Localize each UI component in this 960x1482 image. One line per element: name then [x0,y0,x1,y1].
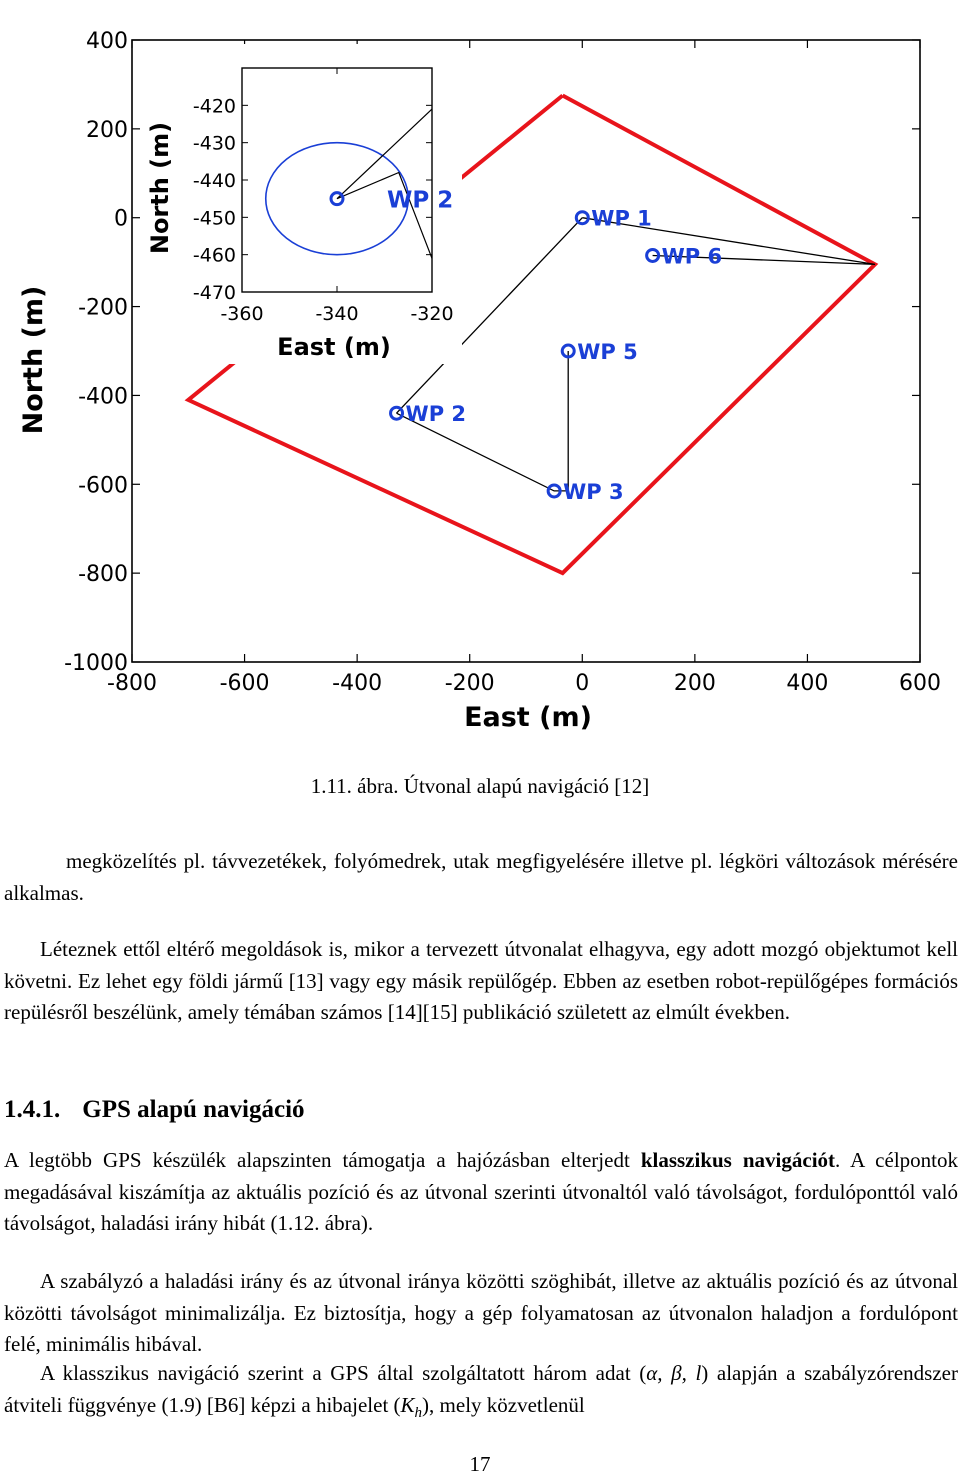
main-y-tick-label: -400 [78,384,128,410]
main-y-tick-label: 200 [86,117,128,143]
inset-waypoint-label: WP 2 [387,187,454,214]
paragraph-5-math-sub: h [414,1404,423,1421]
waypoint-label: WP 2 [405,402,467,427]
main-x-tick-label: -600 [219,671,270,696]
paragraph-2 [4,934,958,1029]
waypoint-label: WP 6 [661,244,723,269]
inset-x-axis-label: East (m) [277,333,391,361]
paragraph-4 [4,1266,958,1361]
waypoint-label: WP 3 [563,479,624,504]
page-number: 17 [469,1452,491,1476]
main-x-axis-label: East (m) [464,702,592,733]
paragraph-5-text-c: ), mely közvetlenül [422,1392,585,1417]
main-x-tick-label: 400 [786,671,829,696]
main-y-axis-label: North (m) [18,285,49,435]
main-x-tick-label: -200 [444,671,495,696]
main-x-tick-label: 600 [899,671,941,696]
figure-caption: 1.11. ábra. Útvonal alapú navigáció [12] [310,774,650,798]
main-y-tick-label: 400 [86,29,128,54]
paragraph-3-text-a: A legtöbb GPS készülék alapszinten támogatja a hajózásban elterjedt [4,1148,641,1172]
paragraph-1-text: megközelítés pl. távvezetékek, folyómedrek, utak megfigyelésére illetve pl. légköri változások mérésére alkalmas. [4,849,958,905]
inset-y-tick-label: -420 [192,95,236,118]
inset-x-tick-label: -360 [220,303,264,325]
paragraph-5-math-2: K [400,1392,415,1417]
paragraph-1 [4,846,958,909]
waypoint-label: WP 1 [591,206,652,231]
inset-y-tick-label: -430 [192,132,236,155]
main-x-tick-label: 0 [575,671,590,696]
inset-y-tick-label: -460 [192,244,236,267]
section-heading [4,1096,305,1124]
paragraph-5 [4,1358,958,1429]
inset-y-tick-label: -470 [192,282,236,304]
paragraph-2-text: Léteznek ettől eltérő megoldások is, mikor a tervezett útvonalat elhagyva, egy adott mozgó objektumot kell követni. Ez lehet egy földi jármű [13] vagy egy másik repülőgép. Ebben az esetben robot-repülőgépes formációs repülésről beszélünk, amely témában számos [14][15] publikáció született az elmúlt években. [4,937,958,1024]
main-y-tick-label: -200 [78,295,128,321]
paragraph-3-bold: klasszikus navigációt [640,1148,836,1172]
main-y-tick-label: -1000 [64,651,128,676]
inset-x-tick-label: -340 [315,303,359,325]
waypoint-label: WP 5 [577,340,638,364]
paragraph-5-text-b: ) alapján a szabályzórendszer átviteli függvénye (1.9) [B6] képzi a hibajelet ( [4,1361,958,1417]
main-x-tick-label: -800 [107,671,157,696]
paragraph-4-text: A szabályzó a haladási irány és az útvonal iránya közötti szöghibát, illetve az aktuális pozíció és az útvonal közötti távolságot minimalizálja. Ez biztosítja, hogy a gép folyamatosan az útvonalon haladjon a fordulópont felé, minimális hibával. [4,1269,958,1356]
paragraph-3 [4,1145,958,1240]
inset-x-tick-label: -320 [410,303,454,325]
main-x-tick-label: 200 [673,671,716,696]
paragraph-5-text-a: A klasszikus navigáció szerint a GPS által szolgáltatott három adat ( [40,1361,647,1385]
section-title: GPS alapú navigáció [82,1096,305,1123]
section-number: 1.4.1. [4,1096,61,1123]
inset-y-axis-label: North (m) [146,121,174,255]
inset-y-tick-label: -440 [192,170,236,192]
main-y-tick-label: -800 [78,562,128,588]
paragraph-3-text-c: . A célpontok megadásával kiszámítja az aktuális pozíció és az útvonal szerinti útvonaltól való távolságot, fordulóponttól való távolságot, haladási irány hibát (1.12. ábra). [4,1148,958,1235]
main-x-tick-label: -400 [332,671,383,696]
main-y-tick-label: -600 [78,473,128,499]
main-y-tick-label: 0 [114,206,128,232]
paragraph-5-math-1: α, β, l [646,1361,702,1385]
inset-y-tick-label: -450 [192,207,236,230]
